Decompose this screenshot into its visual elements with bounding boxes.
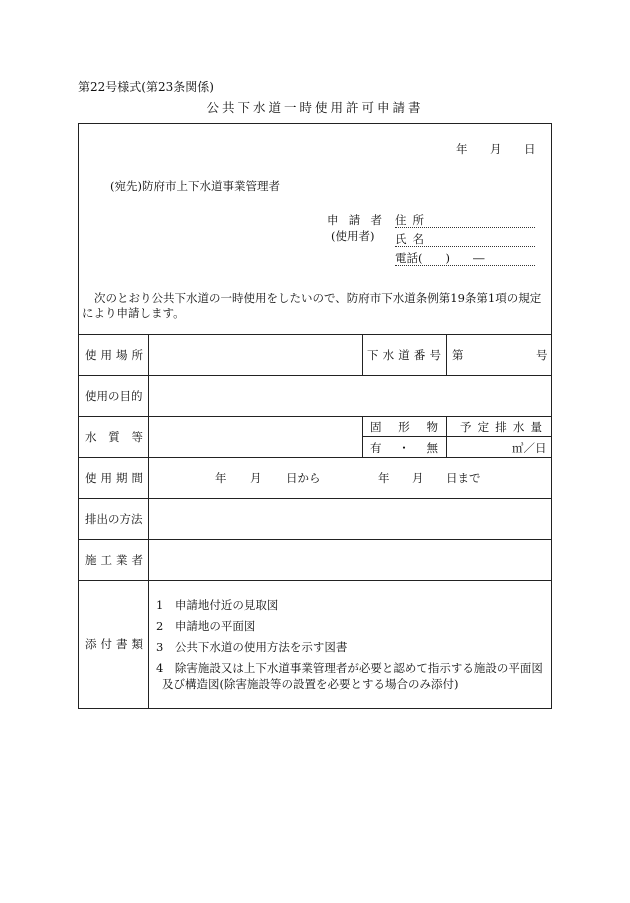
period-from-day: 日から [286,471,321,485]
date-day-label: 日 [524,142,536,156]
attachments-label: 添 付 書 類 [85,637,143,651]
solids-label: 固 形 物 [370,420,438,434]
phone-line [395,265,535,266]
column-divider [362,416,363,457]
document-title: 公共下水道一時使用許可申請書 [206,100,424,115]
statement-line-2: により申請します。 [82,306,185,320]
phone-label: 電話( ) ― [395,251,485,265]
row-divider [362,436,552,437]
date-year-label: 年 [456,142,468,156]
period-from-month: 月 [250,471,262,485]
column-divider [148,334,149,709]
statement-line-1: 次のとおり公共下水道の一時使用をしたいので、防府市下水道条例第19条第1項の規定 [94,291,542,305]
name-line [395,246,535,247]
location-label: 使 用 場 所 [85,348,143,362]
solids-value: 有 ・ 無 [370,441,438,455]
sewer-number-suffix: 号 [536,348,548,362]
column-divider [362,334,363,375]
period-from-year: 年 [215,471,227,485]
contractor-label: 施 工 業 者 [85,553,143,567]
form-number: 第22号様式(第23条関係) [78,80,214,94]
attachment-item: 1 申請地付近の見取図 [156,598,279,612]
row-divider [78,539,552,540]
period-to-year: 年 [378,471,390,485]
row-divider [78,416,552,417]
column-divider [446,334,447,375]
row-divider [78,580,552,581]
row-divider [78,498,552,499]
date-month-label: 月 [490,142,502,156]
period-to-month: 月 [412,471,424,485]
attachment-item: 2 申請地の平面図 [156,619,256,633]
applicant-label: 申 請 者 [327,213,382,227]
planned-discharge-label: 予 定 排 水 量 [460,420,542,434]
water-quality-label: 水 質 等 [85,430,143,444]
applicant-sub-label: (使用者) [331,229,375,243]
purpose-label: 使用の目的 [85,389,143,403]
discharge-method-label: 排出の方法 [85,512,143,526]
addressee: (宛先)防府市上下水道事業管理者 [110,179,280,193]
address-line [395,227,535,228]
attachment-item: 4 除害施設又は上下水道事業管理者が必要と認めて指示する施設の平面図 [156,661,543,675]
column-divider [446,416,447,457]
sewer-number-label: 下 水 道 番 号 [367,348,441,362]
attachment-item-continued: 及び構造図(除害施設等の設置を必要とする場合のみ添付) [162,677,459,691]
attachment-item: 3 公共下水道の使用方法を示す図書 [156,640,348,654]
row-divider [78,457,552,458]
period-label: 使 用 期 間 [85,471,143,485]
name-label: 氏名 [395,232,430,246]
row-divider [78,334,552,335]
discharge-unit: ㎥／日 [512,441,547,455]
row-divider [78,375,552,376]
period-to-day: 日まで [446,471,481,485]
sewer-number-prefix: 第 [452,348,464,362]
address-label: 住所 [395,213,430,227]
